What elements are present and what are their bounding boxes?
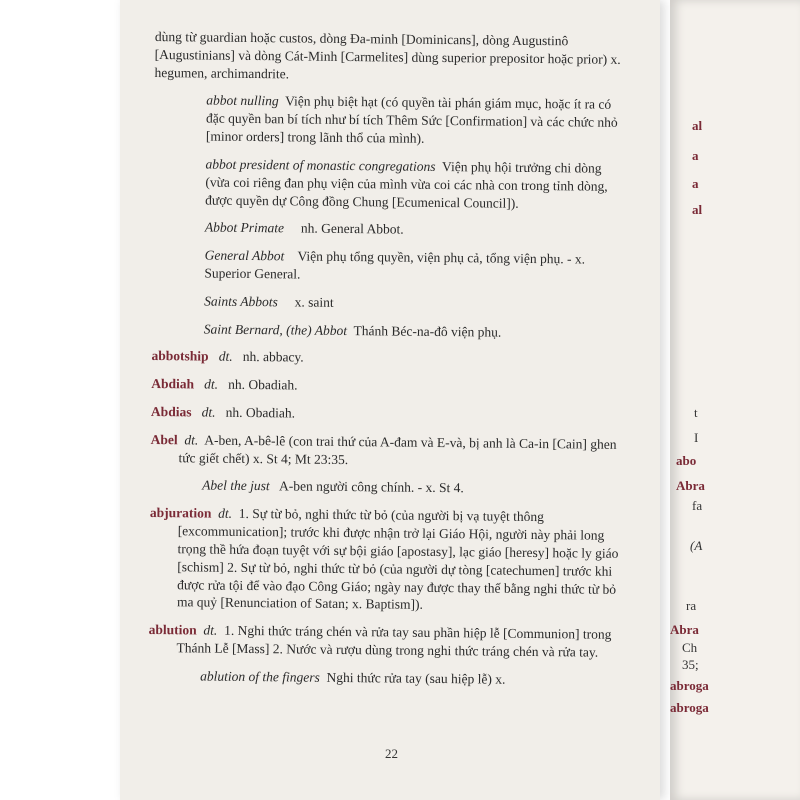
entry-abjuration [149,504,620,616]
dictionary-text [148,28,625,699]
definition: 1. Nghi thức tráng chén và rửa tay sau phần hiệp lễ [Communion] trong Thánh Lễ [Mass] 2. Nước và rượu dùng trong nghi thức tráng chén và rửa tay. [176,622,612,660]
headword: Abel [150,431,178,448]
definition: Viện phụ tổng quyền, viện phụ cả, tổng viện phụ. - x. Superior General. [204,248,586,282]
term: Saint Bernard, (the) Abbot [203,321,348,338]
definition: Nghi thức rửa tay (sau hiệp lễ) x. [326,669,506,687]
part-of-speech: dt. [203,622,218,638]
definition: x. saint [294,294,334,310]
part-of-speech: dt. [184,432,199,448]
entry-abdias [151,403,621,426]
headword: Abdias [150,403,192,420]
definition: A-ben, A-bê-lê (con trai thứ của A-đam và E-và, bị anh là Ca-in [Cain] ghen tức giết chết) x. St 4; Mt 23:35. [178,432,617,467]
definition: Viện phụ hội trưởng chi dòng (vừa coi riêng đan phụ viện của mình vừa coi các nhà con trong tỉnh dòng, được quyền dự Công đồng Chung [Ecumenical Council]). [205,158,608,211]
term: Saints Abbots [204,293,278,310]
entry-abbot-president [153,155,624,213]
definition: nh. abbacy. [242,349,304,365]
entry-abbot-nulling [154,91,625,149]
right-fragment: fa [692,498,703,513]
part-of-speech: dt. [204,376,219,392]
entry-abbot-primate [153,218,623,241]
headword: abjuration [149,505,212,521]
entry-abbotship [151,347,621,370]
headword: Abdiah [151,376,195,392]
part-of-speech: dt. [218,505,233,522]
right-fragment: al [692,118,703,133]
definition: nh. General Abbot. [300,220,404,237]
term: Abel the just [202,477,270,494]
right-fragment: a [692,176,699,191]
entry-ablution [148,621,618,662]
right-fragment: t [694,405,698,420]
right-fragment: Ch [682,640,698,655]
part-of-speech: dt. [218,349,233,365]
right-fragment: Abra [670,622,699,637]
page-number: 22 [385,746,398,761]
entry-general-abbot [152,246,622,287]
part-of-speech: dt. [201,404,216,420]
definition: Viện phụ biệt hạt (có quyền tài phán giám mục, hoặc ít ra có đặc quyền ban bí tích như bí tích Thêm Sức [Confirmation] và các chức nhỏ [minor orders] trong lãnh thổ của mình). [205,93,618,146]
definition: Thánh Béc-na-đô viện phụ. [353,322,502,340]
right-fragment: abroga [670,700,709,715]
entry-saint-bernard [152,320,622,343]
entry-saints-abbots [152,292,622,315]
term: Abbot Primate [204,219,285,236]
right-fragment: (A [690,538,703,553]
right-fragment: a [692,148,699,163]
entry-continuation: dùng từ guardian hoặc custos, dòng Đa-minh [Dominicans], dòng Augustinô [Augustinians] và dòng Cát-Minh [Carmelites] dùng superior prepositor hoặc prior) x. hegumen, archimandrite. [154,28,621,82]
definition: nh. Obadiah. [225,404,296,421]
right-fragment: abroga [670,678,709,693]
entry-ablution-of-the-fingers [148,667,618,690]
right-fragment: al [692,202,703,217]
term: General Abbot [204,247,285,264]
right-fragment: ra [686,598,697,613]
definition: 1. Sự từ bỏ, nghi thức từ bỏ (của người bị vạ tuyệt thông [excommunication]; trước khi được nhận trở lại Giáo Hội, người này phải long trọng thề hứa đoạn tuyệt với sự bội giáo [apostasy], lạc giáo [heresy] hoặc ly giáo [schism] 2. Sự từ bỏ, nghi thức từ bỏ (của người dự tòng [catechumen] trước khi được rửa tội để vào đạo Công Giáo; ngày nay được thay thế bằng nghi thức từ bỏ ma quỷ [Renunciation of Satan; x. Baptism]). [176,506,619,613]
entry-abel [150,431,620,472]
entry-abdiah [151,375,621,398]
headword: abbotship [151,348,209,364]
right-fragment: Abra [676,478,705,493]
definition: A-ben người công chính. - x. St 4. [279,478,464,496]
definition: nh. Obadiah. [228,376,298,393]
term: abbot president of monastic congregations [205,156,436,174]
right-fragment: I [694,430,699,445]
right-fragment: 35; [682,657,699,672]
right-book-page [670,0,800,800]
right-fragment: abo [676,453,697,468]
term: abbot nulling [206,92,279,109]
entry-abel-the-just [150,476,620,499]
headword: ablution [148,622,197,638]
term: ablution of the fingers [200,668,320,685]
